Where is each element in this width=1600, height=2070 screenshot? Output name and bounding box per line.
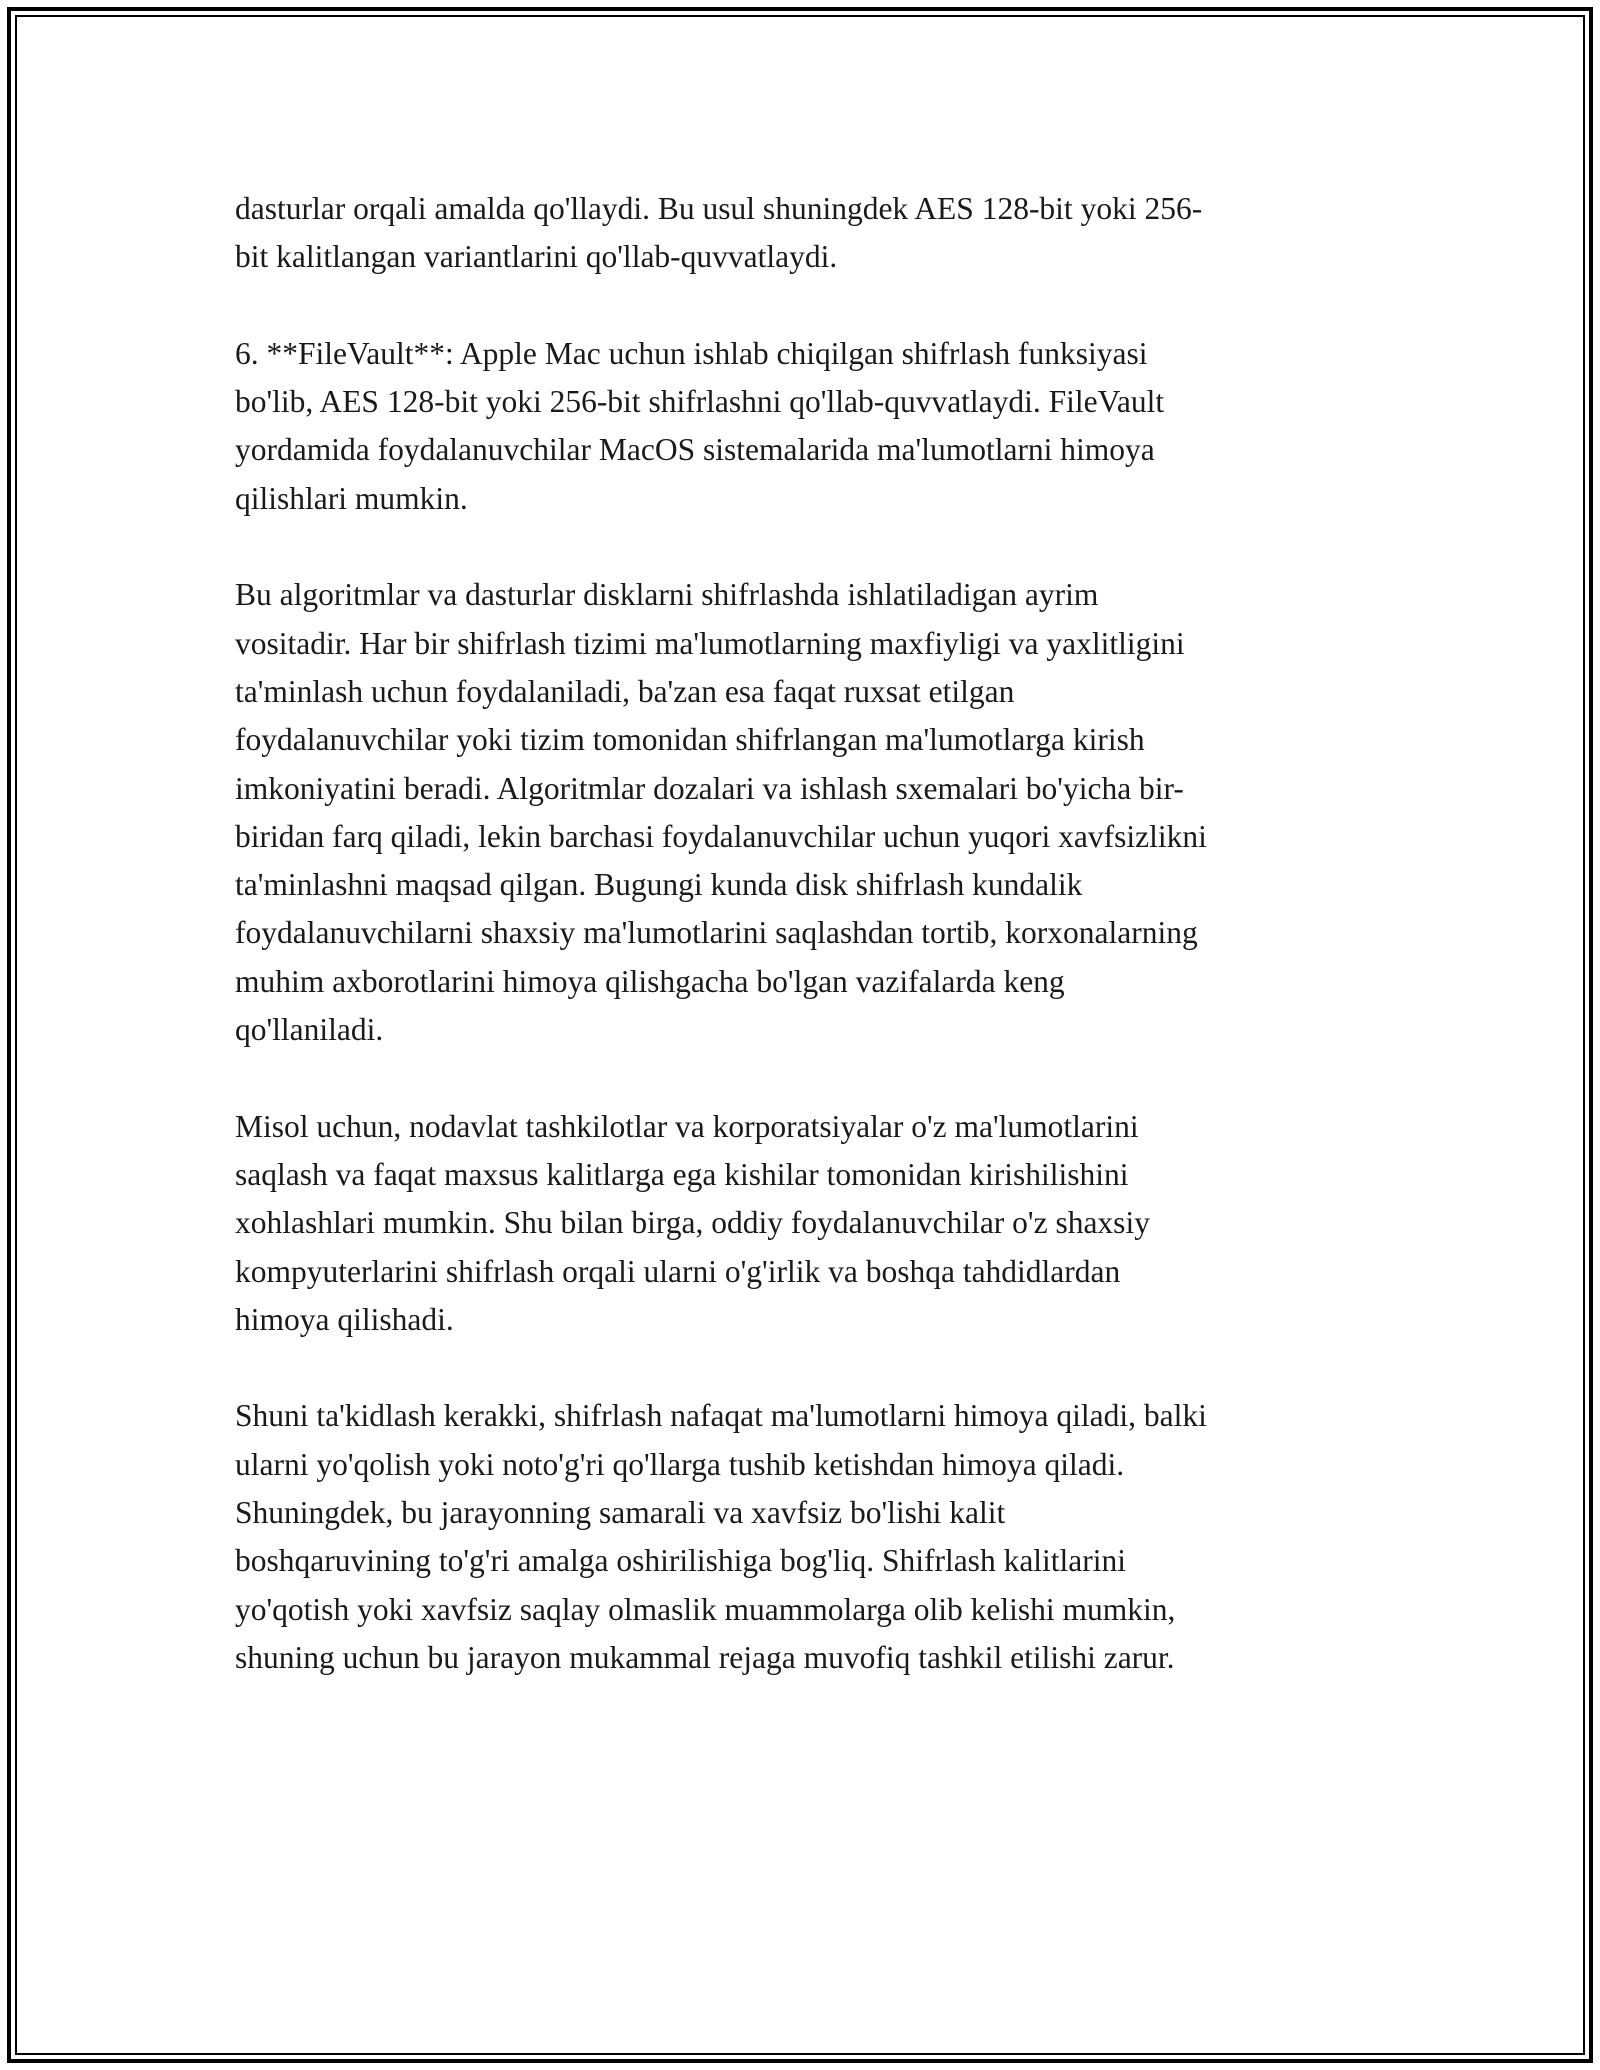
document-body bbox=[235, 185, 1375, 1731]
paragraph-filevault: 6. **FileVault**: Apple Mac uchun ishlab chiqilgan shifrlash funksiyasi bo'lib, AES 128-bit yoki 256-bit shifrlashni qo'llab-quvvatlaydi. FileVault yordamida foydalanuvchilar MacOS sistemalarida ma'lumotlarni himoya qilishlari mumkin. bbox=[235, 335, 1165, 516]
paragraph-example-usage: Misol uchun, nodavlat tashkilotlar va korporatsiyalar o'z ma'lumotlarini saqlash va faqat maxsus kalitlarga ega kishilar tomonidan kirishilishini xohlashlari mumkin. Shu bilan birga, oddiy foydalanuvchilar o'z shaxsiy kompyuterlarini shifrlash orqali ularni o'g'irlik va boshqa tahdidlardan himoya qilishadi. bbox=[235, 1108, 1150, 1337]
paragraph-algorithms-overview: Bu algoritmlar va dasturlar disklarni shifrlashda ishlatiladigan ayrim vositadir. Har bir shifrlash tizimi ma'lumotlarning maxfiyligi va yaxlitligini ta'minlash uchun foydalaniladi, ba'zan esa faqat ruxsat etilgan foydalanuvchilar yoki tizim tomonidan shifrlangan ma'lumotlarga kirish imkoniyatini beradi. Algoritmlar dozalari va ishlash sxemalari bo'yicha bir- biridan farq qiladi, lekin barchasi foydalanuvchilar uchun yuqori xavfsizlikni ta'minlashni maqsad qilgan. Bugungi kunda disk shifrlash kundalik foydalanuvchilarni shaxsiy ma'lumotlarini saqlashdan tortib, korxonalarning muhim axborotlarini himoya qilishgacha bo'lgan vazifalarda keng qo'llaniladi. bbox=[235, 577, 1207, 1048]
paragraph-aes-usage: dasturlar orqali amalda qo'llaydi. Bu usul shuningdek AES 128-bit yoki 256- bit kalitlangan variantlarini qo'llab-quvvatlaydi. bbox=[235, 191, 1203, 275]
paragraph-key-management: Shuni ta'kidlash kerakki, shifrlash nafaqat ma'lumotlarni himoya qiladi, balki ularni yo'qolish yoki noto'g'ri qo'llarga tushib ketishdan himoya qiladi. Shuningdek, bu jarayonning samarali va xavfsiz bo'lishi kalit boshqaruvining to'g'ri amalga oshirilishiga bog'liq. Shifrlash kalitlarini yo'qotish yoki xavfsiz saqlay olmaslik muammolarga olib kelishi mumkin, shuning uchun bu jarayon mukammal rejaga muvofiq tashkil etilishi zarur. bbox=[235, 1398, 1207, 1675]
